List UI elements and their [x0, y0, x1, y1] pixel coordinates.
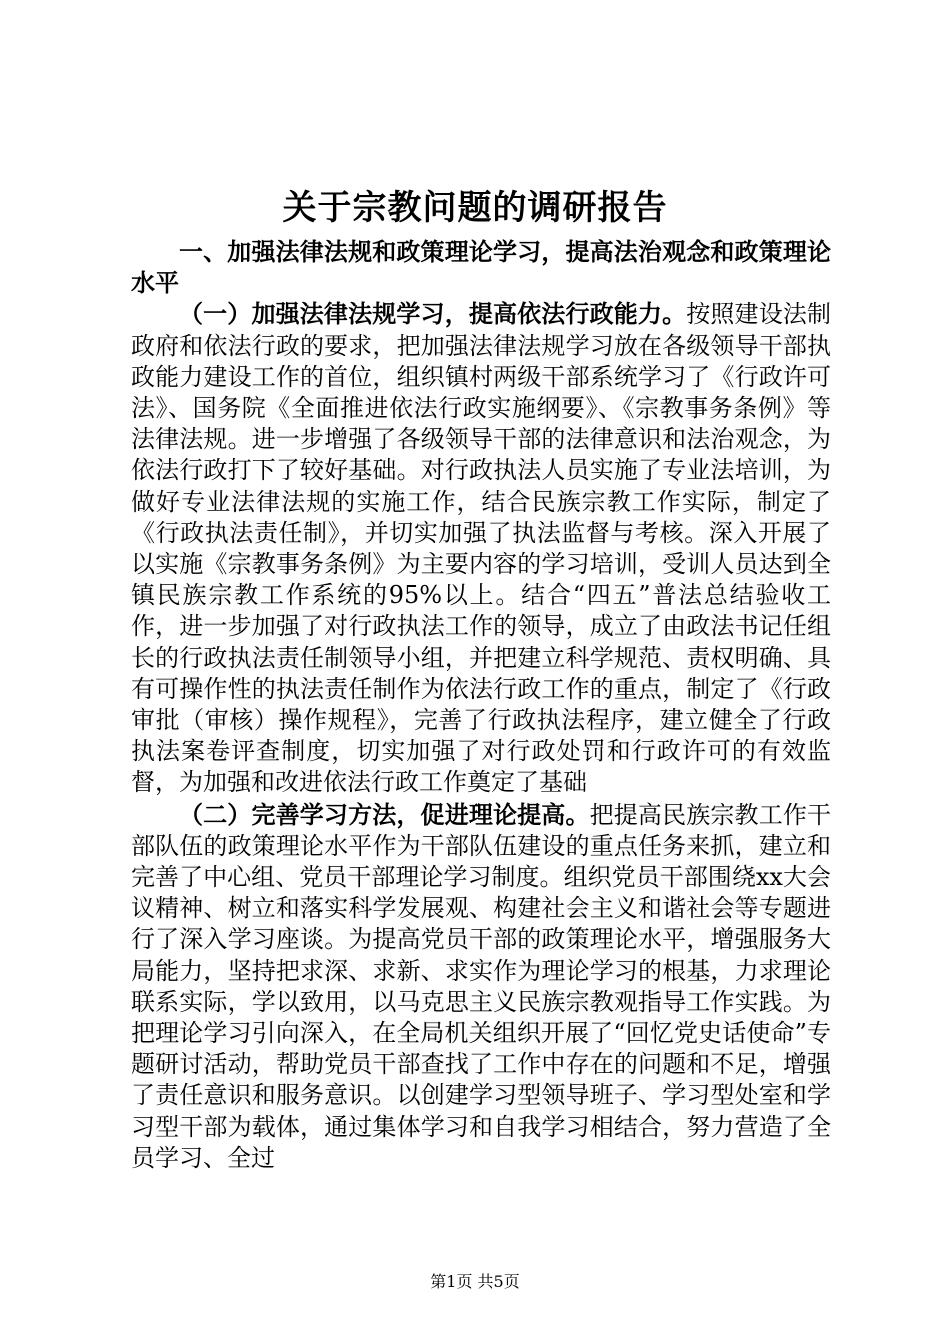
paragraph-1-text: 按照建设法制政府和依法行政的要求，把加强法律法规学习放在各级领导干部执政能力建设工作的首位，组织镇村两级干部系统学习了《行政许可法》、国务院《全面推进依法行政实施纲要》、《宗教事务条例》等法律法规。进一步增强了各级领导干部的法律意识和法治观念，为依法行政打下了较好基础。对行政执法人员实施了专业法培训，为做好专业法律法规的实施工作，结合民族宗教工作实际，制定了《行政执法责任制》，并切实加强了执法监督与考核。深入开展了以实施《宗教事务条例》为主要内容的学习培训，受训人员达到全镇民族宗教工作系统的95%以上。结合“四五”普法总结验收工作，进一步加强了对行政执法工作的领导，成立了由政法书记任组长的行政执法责任制领导小组，并把建立科学规范、责权明确、具有可操作性的执法责任制作为依法行政工作的重点，制定了《行政审批（审核）操作规程》，完善了行政执法程序，建立健全了行政执法案卷评查制度，切实加强了对行政处罚和行政许可的有效监督，为加强和改进依法行政工作奠定了基础: [131, 300, 832, 797]
paragraph-2-lead: （二）完善学习方法，促进理论提高。: [179, 799, 590, 829]
paragraph-1: [131, 298, 831, 798]
page-title: 关于宗教问题的调研报告: [282, 188, 668, 228]
section-heading: 一、加强法律法规和政策理论学习，提高法治观念和政策理论水平: [131, 237, 831, 298]
document-body: [131, 236, 831, 1174]
page-footer: 第1页 共5页: [430, 1272, 520, 1291]
paragraph-2: [131, 799, 831, 1174]
paragraph-1-lead: （一）加强法律法规学习，提高依法行政能力。: [179, 299, 687, 329]
paragraph-2-text: 把提高民族宗教工作干部队伍的政策理论水平作为干部队伍建设的重点任务来抓，建立和完善了中心组、党员干部理论学习制度。组织党员干部围绕xx大会议精神、树立和落实科学发展观、构建社会主义和谐社会等专题进行了深入学习座谈。为提高党员干部的政策理论水平，增强服务大局能力，坚持把求深、求新、求实作为理论学习的根基，力求理论联系实际，学以致用，以马克思主义民族宗教观指导工作实践。为把理论学习引向深入，在全局机关组织开展了“回忆党史话使命”专题研讨活动，帮助党员干部查找了工作中存在的问题和不足，增强了责任意识和服务意识。以创建学习型领导班子、学习型处室和学习型干部为载体，通过集体学习和自我学习相结合，努力营造了全员学习、全过: [131, 800, 832, 1172]
